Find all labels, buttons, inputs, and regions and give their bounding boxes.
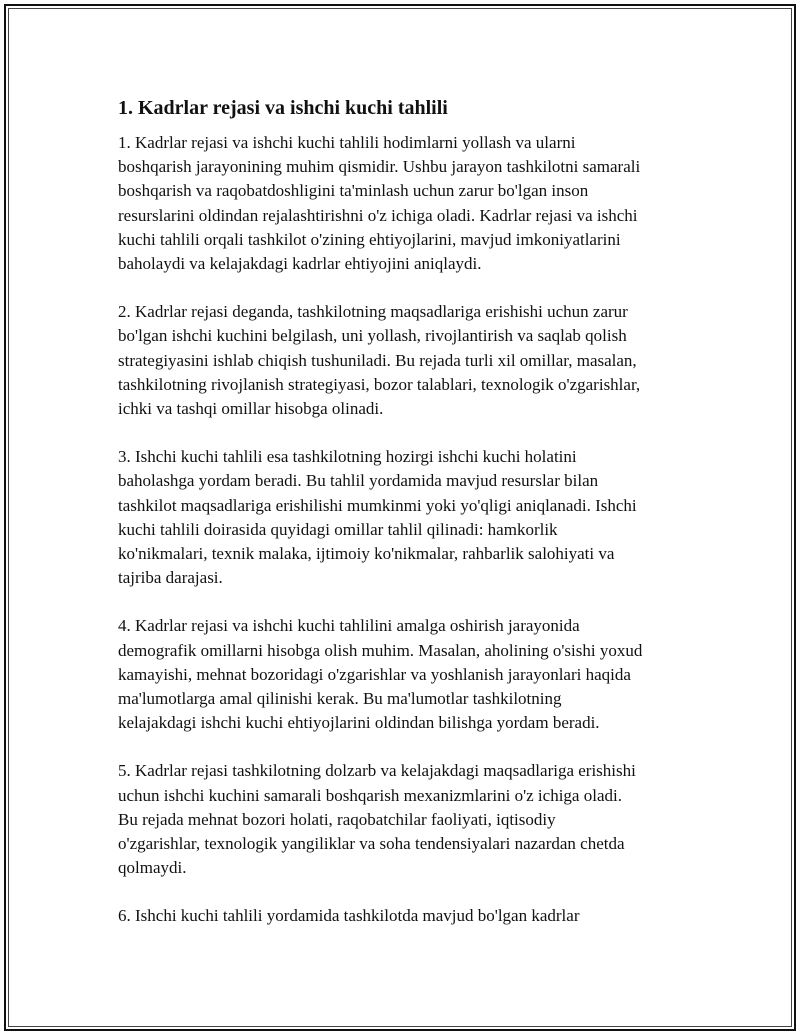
- paragraph-2: 2. Kadrlar rejasi deganda, tashkilotning maqsadlariga erishishi uchun zarur bo'lgan ishchi kuchini belgilash, uni yollash, rivojlantirish va saqlab qolish strategiyasini ishlab chiqish tushuniladi. Bu rejada turli xil omillar, masalan, tashkilotning rivojlanish strategiyasi, bozor talablari, texnologik o'zgarishlar, ichki va tashqi omillar hisobga olinadi.: [118, 302, 641, 419]
- paragraph-5: 5. Kadrlar rejasi tashkilotning dolzarb va kelajakdagi maqsadlariga erishishi uchun ishchi kuchini samarali boshqarish mexanizmlarini o'z ichiga oladi. Bu rejada mehnat bozori holati, raqobatchilar faoliyati, iqtisodiy o'zgarishlar, texnologik yangiliklar va soha tendensiyalari nazardan chetda qolmaydi.: [118, 761, 636, 878]
- paragraph-1: 1. Kadrlar rejasi va ishchi kuchi tahlili hodimlarni yollash va ularni boshqarish jarayonining muhim qismidir. Ushbu jarayon tashkilotni samarali boshqarish va raqobatdoshligini ta'minlash uchun zarur bo'lgan inson resurslarini oldindan rejalashtirishni o'z ichiga oladi. Kadrlar rejasi va ishchi kuchi tahlili orqali tashkilot o'zining ehtiyojlarini, mavjud imkoniyatlarini baholaydi va kelajakdagi kadrlar ehtiyojini aniqlaydi.: [118, 133, 641, 274]
- document-body: [118, 95, 688, 953]
- paragraph-6: 6. Ishchi kuchi tahlili yordamida tashkilotda mavjud bo'lgan kadrlar: [118, 906, 580, 926]
- paragraph-4: 4. Kadrlar rejasi va ishchi kuchi tahlilini amalga oshirish jarayonida demografik omillarni hisobga olish muhim. Masalan, aholining o'sishi yoxud kamayishi, mehnat bozoridagi o'zgarishlar va yoshlanish jarayonlari haqida ma'lumotlarga amal qilinishi kerak. Bu ma'lumotlar tashkilotning kelajakdagi ishchi kuchi ehtiyojlarini oldindan bilishga yordam beradi.: [118, 616, 643, 733]
- paragraph-3: 3. Ishchi kuchi tahlili esa tashkilotning hozirgi ishchi kuchi holatini baholashga yordam beradi. Bu tahlil yordamida mavjud resurslar bilan tashkilot maqsadlariga erishilishi mumkinmi yoki yo'qligi aniqlanadi. Ishchi kuchi tahlili doirasida quyidagi omillar tahlil qilinadi: hamkorlik ko'nikmalari, texnik malaka, ijtimoiy ko'nikmalar, rahbarlik salohiyati va tajriba darajasi.: [118, 447, 637, 588]
- document-title: 1. Kadrlar rejasi va ishchi kuchi tahlili: [118, 97, 448, 119]
